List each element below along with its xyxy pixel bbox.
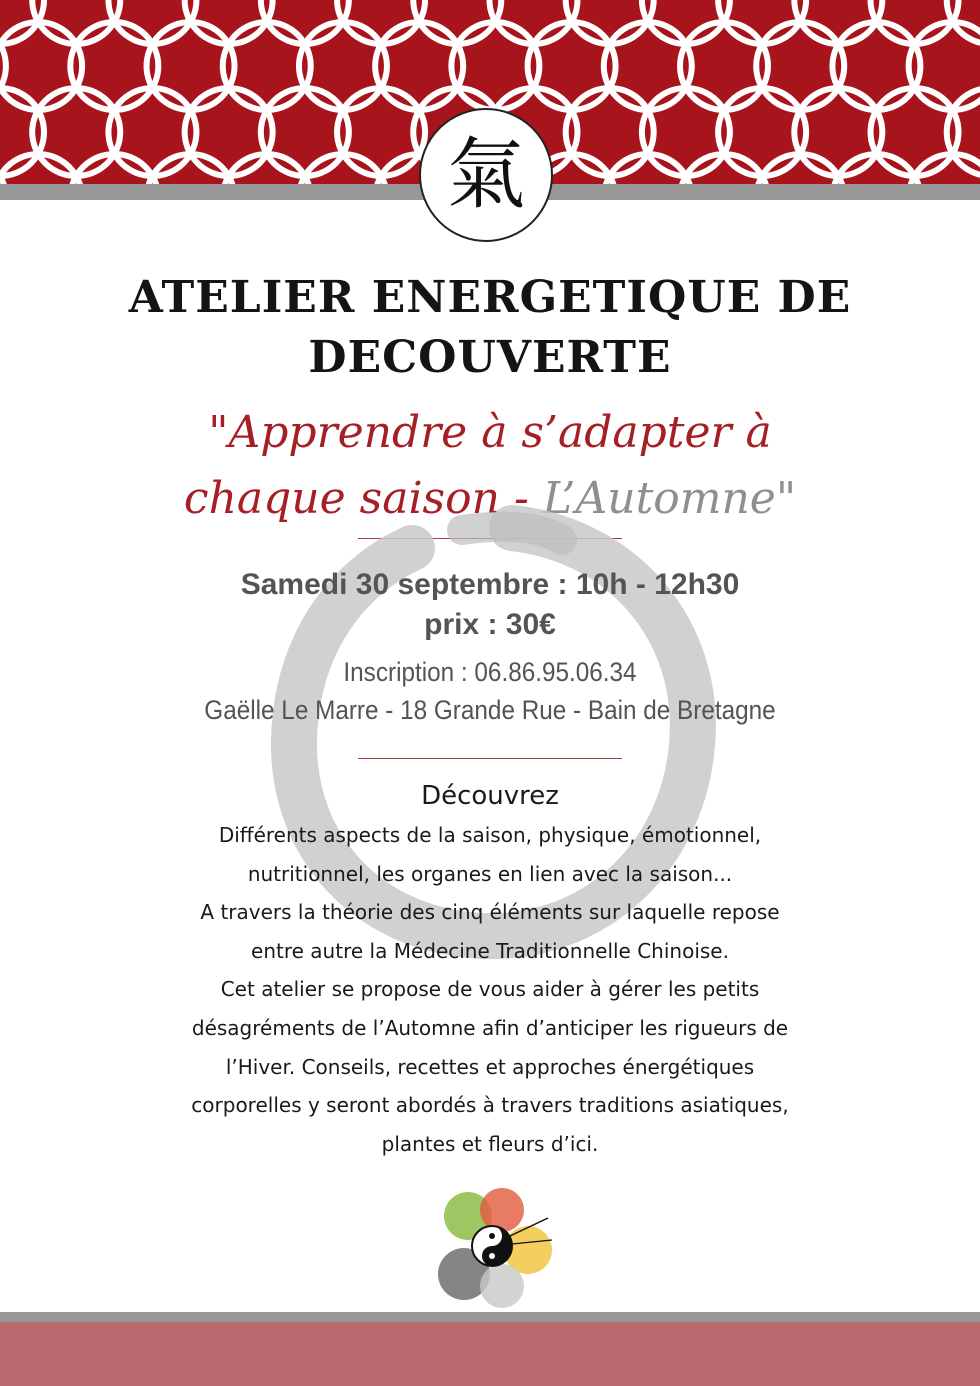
footer-gray-band: [0, 1312, 980, 1322]
body-line: A travers la théorie des cinq éléments sur laquelle repose: [200, 900, 780, 925]
body-line: Cet atelier se propose de vous aider à gérer les petits: [220, 977, 760, 1002]
event-price: prix : 30€: [424, 608, 556, 641]
subtitle-autumn-text: L’Automne": [542, 473, 797, 524]
body-line: corporelles y seront abordés à travers traditions asiatiques,: [191, 1093, 789, 1118]
body-line: entre autre la Médecine Traditionnelle Chinoise.: [251, 938, 729, 963]
qi-character: 氣: [446, 130, 525, 220]
title-line-1: ATELIER ENERGETIQUE DE: [128, 272, 852, 323]
page-title: [0, 268, 980, 388]
title-line-2: DECOUVERTE: [308, 332, 672, 383]
subtitle-line-1: "Apprendre à s’adapter à: [208, 407, 772, 458]
lattice-ring: [0, 88, 44, 176]
discover-heading: Découvrez: [421, 781, 559, 811]
event-date: Samedi 30 septembre : 10h - 12h30: [240, 568, 740, 601]
body-line: nutritionnel, les organes en lien avec la saison...: [247, 861, 733, 886]
body-line: plantes et fleurs d’ici.: [381, 1131, 599, 1156]
body-line: l’Hiver. Conseils, recettes et approches énergétiques: [225, 1054, 755, 1079]
divider-bottom: [358, 758, 622, 759]
body-line: désagréments de l’Automne afin d’anticiper les rigueurs de: [191, 1015, 789, 1040]
qi-character-badge: [419, 108, 553, 242]
footer-red-band: [0, 1322, 980, 1386]
subtitle-season-text: chaque saison -: [183, 473, 543, 524]
body-line: Différents aspects de la saison, physique, émotionnel,: [218, 823, 762, 847]
yin-yang-five-elements-icon: [428, 1188, 562, 1312]
discover-body: [110, 816, 870, 1163]
event-inscription: Inscription : 06.86.95.06.34: [343, 657, 637, 687]
event-address: Gaëlle Le Marre - 18 Grande Rue - Bain de Bretagne: [204, 695, 776, 725]
